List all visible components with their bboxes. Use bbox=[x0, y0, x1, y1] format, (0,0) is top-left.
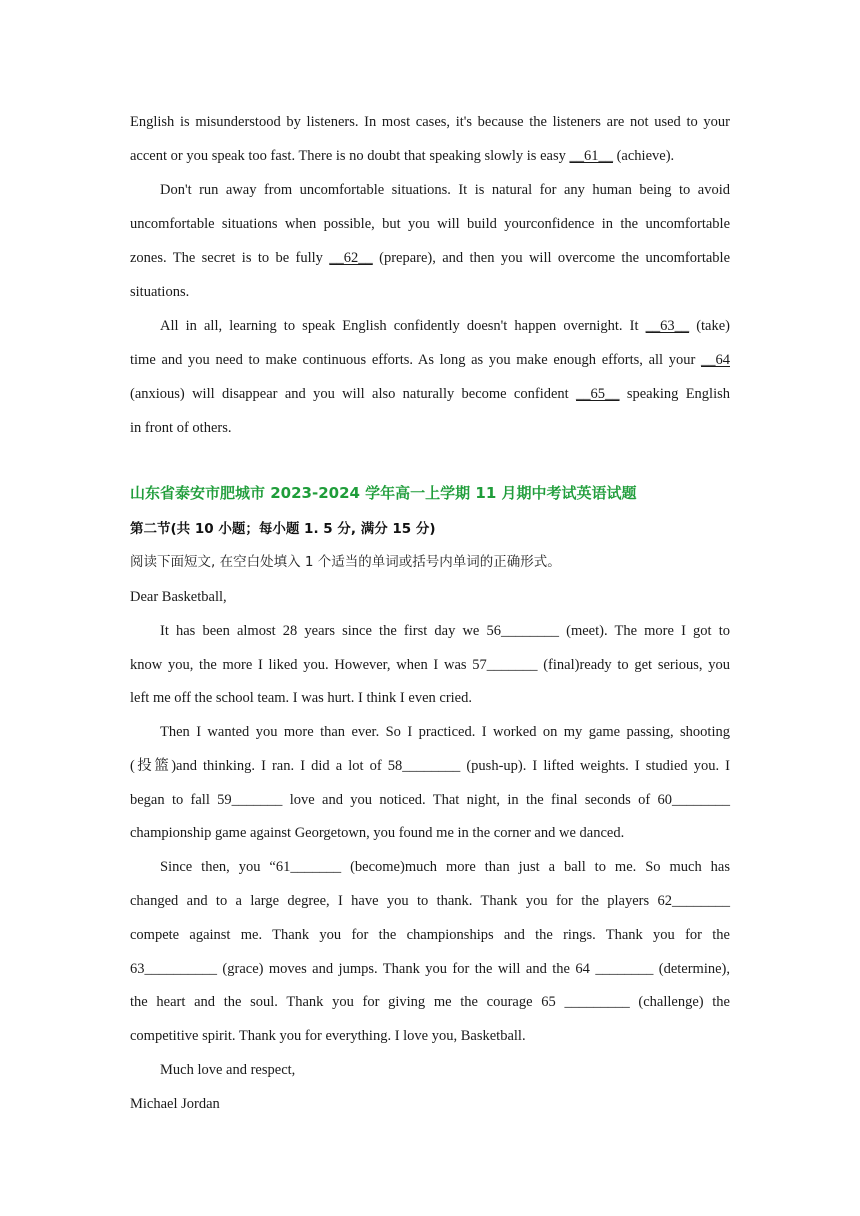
text-line: the heart and the soul. Thank you for giving me the courage 65 _________ (challenge) the bbox=[130, 994, 730, 1010]
section-subtitle: 第二节(共 10 小题；每小题 1. 5 分, 满分 15 分) bbox=[130, 521, 436, 537]
text-line: time and you need to make continuous efforts. As long as you make enough efforts, all your __64 bbox=[130, 352, 730, 368]
text-line: Since then, you “61_______ (become)much more than just a ball to me. So much has bbox=[160, 859, 730, 875]
answer-blank-61[interactable]: __61__ bbox=[569, 148, 613, 164]
text-line: left me off the school team. I was hurt. I think I even cried. bbox=[130, 690, 472, 706]
text-line: championship game against Georgetown, you found me in the corner and we danced. bbox=[130, 825, 625, 841]
answer-blank-65[interactable]: __65__ bbox=[576, 386, 620, 402]
text-line: know you, the more I liked you. However, when I was 57_______ (final)ready to get serious, you bbox=[130, 657, 730, 673]
text-line: Don't run away from uncomfortable situations. It is natural for any human being to avoid bbox=[160, 182, 730, 198]
text-line: All in all, learning to speak English confidently doesn't happen overnight. It __63__ (take) bbox=[160, 318, 730, 334]
text-line: English is misunderstood by listeners. In most cases, it's because the listeners are not used to your bbox=[130, 114, 730, 130]
letter-salutation: Dear Basketball, bbox=[130, 589, 227, 605]
text-line: 63__________ (grace) moves and jumps. Thank you for the will and the 64 ________ (determine), bbox=[130, 961, 730, 977]
instructions: 阅读下面短文, 在空白处填入 1 个适当的单词或括号内单词的正确形式。 bbox=[130, 554, 561, 570]
text-line: It has been almost 28 years since the first day we 56________ (meet). The more I got to bbox=[160, 623, 730, 639]
text-line: competitive spirit. Thank you for everything. I love you, Basketball. bbox=[130, 1028, 526, 1044]
text-line: accent or you speak too fast. There is no doubt that speaking slowly is easy __61__ (achieve). bbox=[130, 148, 675, 164]
answer-blank-63[interactable]: __63__ bbox=[645, 318, 690, 334]
text-line: situations. bbox=[130, 284, 190, 300]
text-line: uncomfortable situations when possible, but you will build yourconfidence in the uncomfortable bbox=[130, 216, 730, 232]
section-title: 山东省泰安市肥城市 2023-2024 学年高一上学期 11 月期中考试英语试题 bbox=[130, 484, 637, 502]
answer-blank-62[interactable]: __62__ bbox=[329, 250, 373, 266]
text-line: Then I wanted you more than ever. So I practiced. I worked on my game passing, shooting bbox=[160, 724, 730, 740]
answer-blank-64[interactable]: __64 bbox=[701, 352, 730, 368]
letter-signature: Michael Jordan bbox=[130, 1096, 220, 1112]
text-line: in front of others. bbox=[130, 420, 232, 436]
letter-closing: Much love and respect, bbox=[160, 1062, 296, 1078]
text-line: changed and to a large degree, I have you to thank. Thank you for the players 62________ bbox=[130, 893, 730, 909]
text-line: began to fall 59_______ love and you noticed. That night, in the final seconds of 60________ bbox=[130, 792, 730, 808]
text-line: compete against me. Thank you for the championships and the rings. Thank you for the bbox=[130, 927, 730, 943]
text-line: zones. The secret is to be fully __62__ (prepare), and then you will overcome the uncomfortable bbox=[130, 250, 731, 266]
text-line: (anxious) will disappear and you will also naturally become confident __65__ speaking English bbox=[130, 386, 730, 402]
text-line: (投篮)and thinking. I ran. I did a lot of 58________ (push-up). I lifted weights. I studied you. I bbox=[130, 758, 730, 774]
